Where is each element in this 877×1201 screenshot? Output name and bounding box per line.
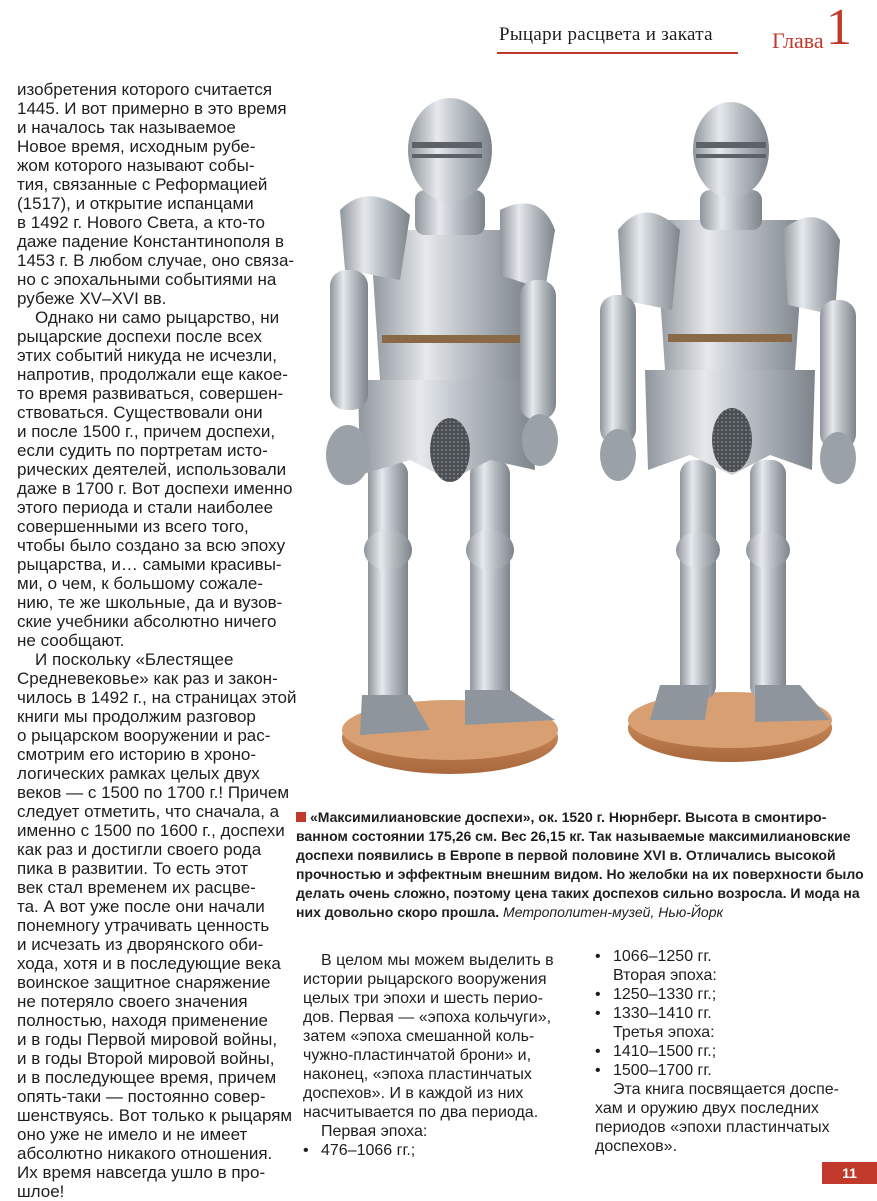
text-line: если судить по портретам исто- [17,441,268,460]
text-line: как раз и достигли своего рода [17,840,262,859]
header-divider [497,52,738,54]
text-line: чилось в 1492 г., на страницах этой [17,688,297,707]
text-line: истории рыцарского вооружения [303,971,547,988]
text-line: хам и оружию двух последних [595,1100,819,1117]
text-line: доспехов». И в каждой из них [303,1085,524,1102]
text-line: абсолютно никакого отношения. [17,1144,273,1163]
caption-line: доспехи появились в Европе в первой половине XVI в. Отличались высокой [296,847,836,863]
text-line: жом которого называют собы- [17,156,255,175]
body-text-right-column [595,947,865,1156]
caption-line: прочностью и эффектным внешним видом. Но желобки на их поверхности было [296,866,864,882]
text-line: Однако ни само рыцарство, ни [35,308,280,327]
text-line: наконец, «эпоха пластинчатых [303,1066,532,1083]
text-line: нию, те же школьные, да и вузов- [17,593,283,612]
text-line: напротив, продолжали еще какое- [17,365,288,384]
armor-photo [300,80,877,800]
caption-line: «Максимилиановские доспехи», ок. 1520 г. Нюрнберг. Высота в смонтиро- [296,808,856,827]
text-line: рубеже XV–XVI вв. [17,289,167,308]
text-line: воинское защитное снаряжение [17,973,271,992]
text-line: даже в 1700 г. Вот доспехи именно [17,479,293,498]
text-line: тия, связанные с Реформацией [17,175,268,194]
text-line: доспехов». [595,1138,678,1155]
text-line: этого периода и стали наиболее [17,498,274,517]
text-line: 1445. И вот примерно в это время [17,99,287,118]
period-list-item: • 1410–1500 гг.; [595,1042,865,1061]
text-line: совершенными из всего того, [17,517,249,536]
text-line: рыцарства, и… самыми красивы- [17,555,282,574]
text-line: полностью, находя применение [17,1011,268,1030]
caption-marker [296,812,306,822]
text-line: пика в развитии. То есть этот [17,859,249,878]
text-line: но с эпохальными событиями на [17,270,277,289]
text-line: Первая эпоха: [321,1123,428,1140]
text-line: книги мы продолжим разговор [17,707,256,726]
text-line: шлое! [17,1182,65,1201]
armor-figure-left [326,98,558,774]
text-line: смотрим его историю в хроно- [17,745,257,764]
page-number: 11 [822,1162,877,1184]
caption-line: делать очень сложно, поэтому цена таких доспехов сильно возросла. И мода на [296,885,860,901]
text-line: и в годы Второй мировой войны, [17,1049,275,1068]
text-line: в 1492 г. Нового Света, а кто-то [17,213,265,232]
text-line: этих событий никуда не исчезли, [17,346,278,365]
body-text-left-column [17,80,295,1201]
photo-caption [296,808,864,922]
text-line: дов. Первая — «эпоха кольчуги», [303,1009,552,1026]
text-line: опять-таки — постоянно совер- [17,1087,266,1106]
text-line: изобретения которого считается [17,80,273,99]
caption-line: них довольно скоро прошла. Метрополитен-музей, Нью-Йорк [296,904,724,920]
text-line: и началось так называемое [17,118,236,137]
text-line: и исчезать из дворянского оби- [17,935,264,954]
text-line: Средневековье» как раз и закон- [17,669,278,688]
text-line: В целом мы можем выделить в [321,952,554,969]
text-line: Эта книга посвящается доспе- [613,1081,839,1098]
text-line: периодов «эпохи пластинчатых [595,1119,830,1136]
text-line: целых три эпохи и шесть перио- [303,990,544,1007]
running-header-title: Рыцари расцвета и заката [499,24,713,45]
text-line: даже падение Константинополя в [17,232,284,251]
text-line: рыцарские доспехи после всех [17,327,262,346]
text-line: логических рамках целых двух [17,764,260,783]
text-line: шенствуясь. Вот только к рыцарям [17,1106,293,1125]
period-list-item: • 1500–1700 гг. [595,1061,865,1080]
text-line: понемногу утрачивать ценность [17,916,270,935]
chapter-label: Глава [772,28,824,53]
text-line: именно с 1500 по 1600 г., доспехи [17,821,285,840]
text-line: ствоваться. Существовали они [17,403,263,422]
text-line: насчитывается по два периода. [303,1104,539,1121]
text-line: чтобы было создано за всю эпоху [17,536,286,555]
text-line: (1517), и открытие испанцами [17,194,254,213]
period-list-item: • 1066–1250 гг. [595,947,865,966]
text-line: оно уже не имело и не имеет [17,1125,248,1144]
text-line: то время развиваться, совершен- [17,384,284,403]
text-line: Новое время, исходным рубе- [17,137,256,156]
text-line: не потеряло своего значения [17,992,248,1011]
text-line: ские учебники абсолютно ничего [17,612,277,631]
epoch-heading: Вторая эпоха: [613,967,717,984]
text-line: о рыцарском вооружении и рас- [17,726,271,745]
text-line: та. А вот уже после они начали [17,897,265,916]
chapter-number: 1 [826,0,852,56]
text-line: следует отметить, что сначала, а [17,802,280,821]
text-line: затем «эпоха смешанной коль- [303,1028,535,1045]
body-text-middle-column [303,951,578,1160]
period-list-item: • 1250–1330 гг.; [595,985,865,1004]
epoch-heading: Третья эпоха: [613,1024,715,1041]
caption-line: ванном состоянии 175,26 см. Вес 26,15 кг. Так называемые максимилиановские [296,828,851,844]
text-line: и в годы Первой мировой войны, [17,1030,278,1049]
period-list-item: • 476–1066 гг.; [303,1141,578,1160]
text-line: веков — с 1500 по 1700 г.! Причем [17,783,290,802]
text-line: не сообщают. [17,631,125,650]
caption-credit: Метрополитен-музей, Нью-Йорк [503,904,724,920]
text-line: Их время навсегда ушло в про- [17,1163,266,1182]
text-line: и после 1500 г., причем доспехи, [17,422,276,441]
text-line: ми, о чем, к большому сожале- [17,574,264,593]
text-line: хода, хотя и в последующие века [17,954,281,973]
text-line: и в последующее время, причем [17,1068,277,1087]
armor-figure-right [600,102,856,762]
text-line: век стал временем их расцве- [17,878,256,897]
text-line: рических деятелей, использовали [17,460,287,479]
period-list-item: • 1330–1410 гг. [595,1004,865,1023]
text-line: И поскольку «Блестящее [35,650,234,669]
text-line: чужно-пластинчатой брони» и, [303,1047,532,1064]
text-line: 1453 г. В любом случае, оно связа- [17,251,295,270]
